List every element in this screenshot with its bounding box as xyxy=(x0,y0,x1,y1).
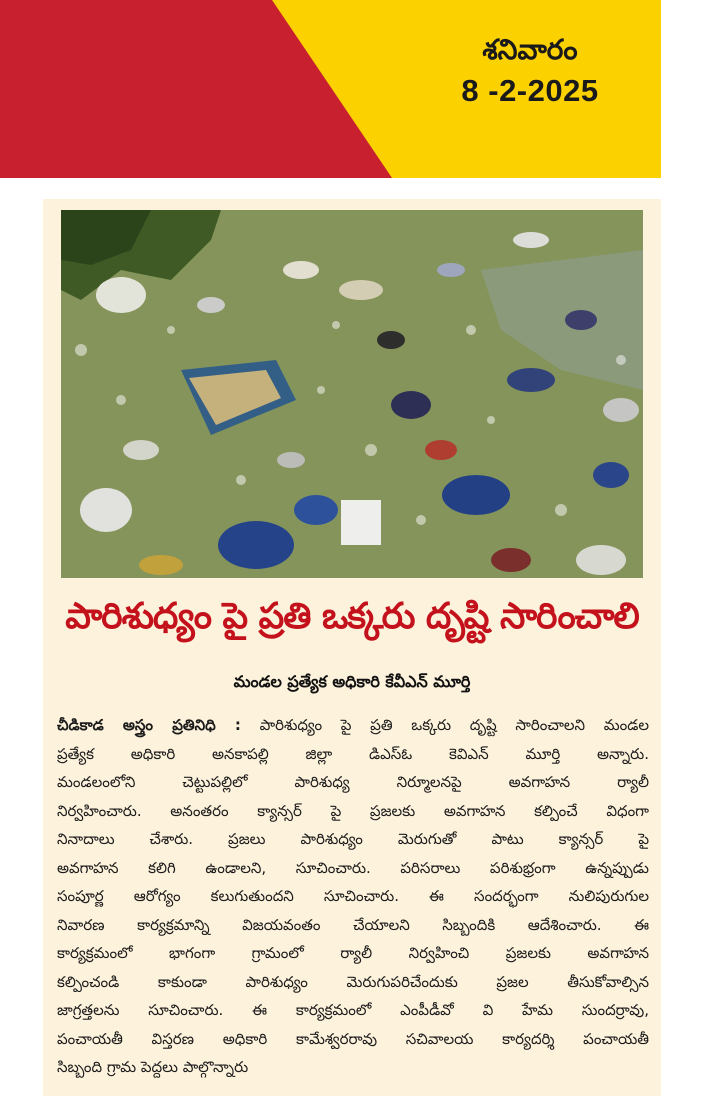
body-line-12: పంచాయతీ విస్తరణ అధికారి కామేశ్వరరావు సచివాలయ కార్యదర్శి పంచాయతీ xyxy=(57,1029,649,1048)
body-line-5: నినాదాలు చేశారు. ప్రజలు పారిశుధ్యం మెరుగుతో పాటు క్యాన్సర్ పై xyxy=(57,830,649,848)
photo-illustration xyxy=(61,210,643,578)
garbage-dump-photo xyxy=(61,210,643,578)
body-line-7: సంపూర్ణ ఆరోగ్యం కలుగుతుందని సూచించారు. ఈ సందర్భంగా నులిపురుగుల xyxy=(57,887,649,905)
article-body xyxy=(57,711,649,1082)
body-line-2: ప్రత్యేక అధికారి అనకాపల్లి జిల్లా డిఎస్ఓ కెవిఎన్ మూర్తి అన్నారు. xyxy=(57,744,649,763)
issue-day: శనివారం xyxy=(482,33,578,66)
header-banner xyxy=(0,0,661,178)
article-subheadline: మండల ప్రత్యేక అధికారి కేవీఎన్ మూర్తి xyxy=(233,672,471,691)
issue-date-block xyxy=(420,30,640,112)
body-line-8: నివారణ కార్యక్రమాన్ని విజయవంతం చేయాలని సిబ్బందికి ఆదేశించారు. ఈ xyxy=(57,915,649,934)
body-line-11: జాగ్రత్తలను సూచించారు. ఈ కార్యక్రమంలో ఎంపీడీవో వి హేమ సుందర్రావు, xyxy=(57,1001,649,1019)
body-line-1: చీడికాడ అస్త్రం ప్రతినిధి : పారిశుధ్యం పై ప్రతి ఒక్కరు దృష్టి సారించాలని మండల xyxy=(57,716,649,734)
article-headline: పారిశుధ్యం పై ప్రతి ఒక్కరు దృష్టి సారించాలి xyxy=(65,596,639,637)
body-line-3: మండలంలోని చెట్టుపల్లిలో పారిశుధ్య నిర్మూలనపై అవగాహన ర్యాలీ xyxy=(57,773,649,791)
news-article xyxy=(43,199,661,1096)
body-line-9: కార్యక్రమంలో భాగంగా గ్రామంలో ర్యాలీ నిర్వహించి ప్రజలకు అవగాహన xyxy=(57,944,649,962)
issue-date: 8 -2-2025 xyxy=(461,73,599,108)
body-line-4: నిర్వహించారు. అనంతరం క్యాన్సర్ పై ప్రజలకు అవగాహన కల్పించే విధంగా xyxy=(57,801,649,820)
body-line-10: కల్పించండి కాకుండా పారిశుధ్యం మెరుగుపరిచేందుకు ప్రజల తీసుకోవాల్సిన xyxy=(57,972,649,991)
article-dateline: చీడికాడ అస్త్రం ప్రతినిధి : xyxy=(57,716,241,734)
body-line-13: సిబ్బంది గ్రామ పెద్దలు పాల్గొన్నారు xyxy=(57,1058,249,1076)
body-line-6: అవగాహన కలిగి ఉండాలని, సూచించారు. పరిసరాలు పరిశుభ్రంగా ఉన్నప్పుడు xyxy=(57,858,649,877)
